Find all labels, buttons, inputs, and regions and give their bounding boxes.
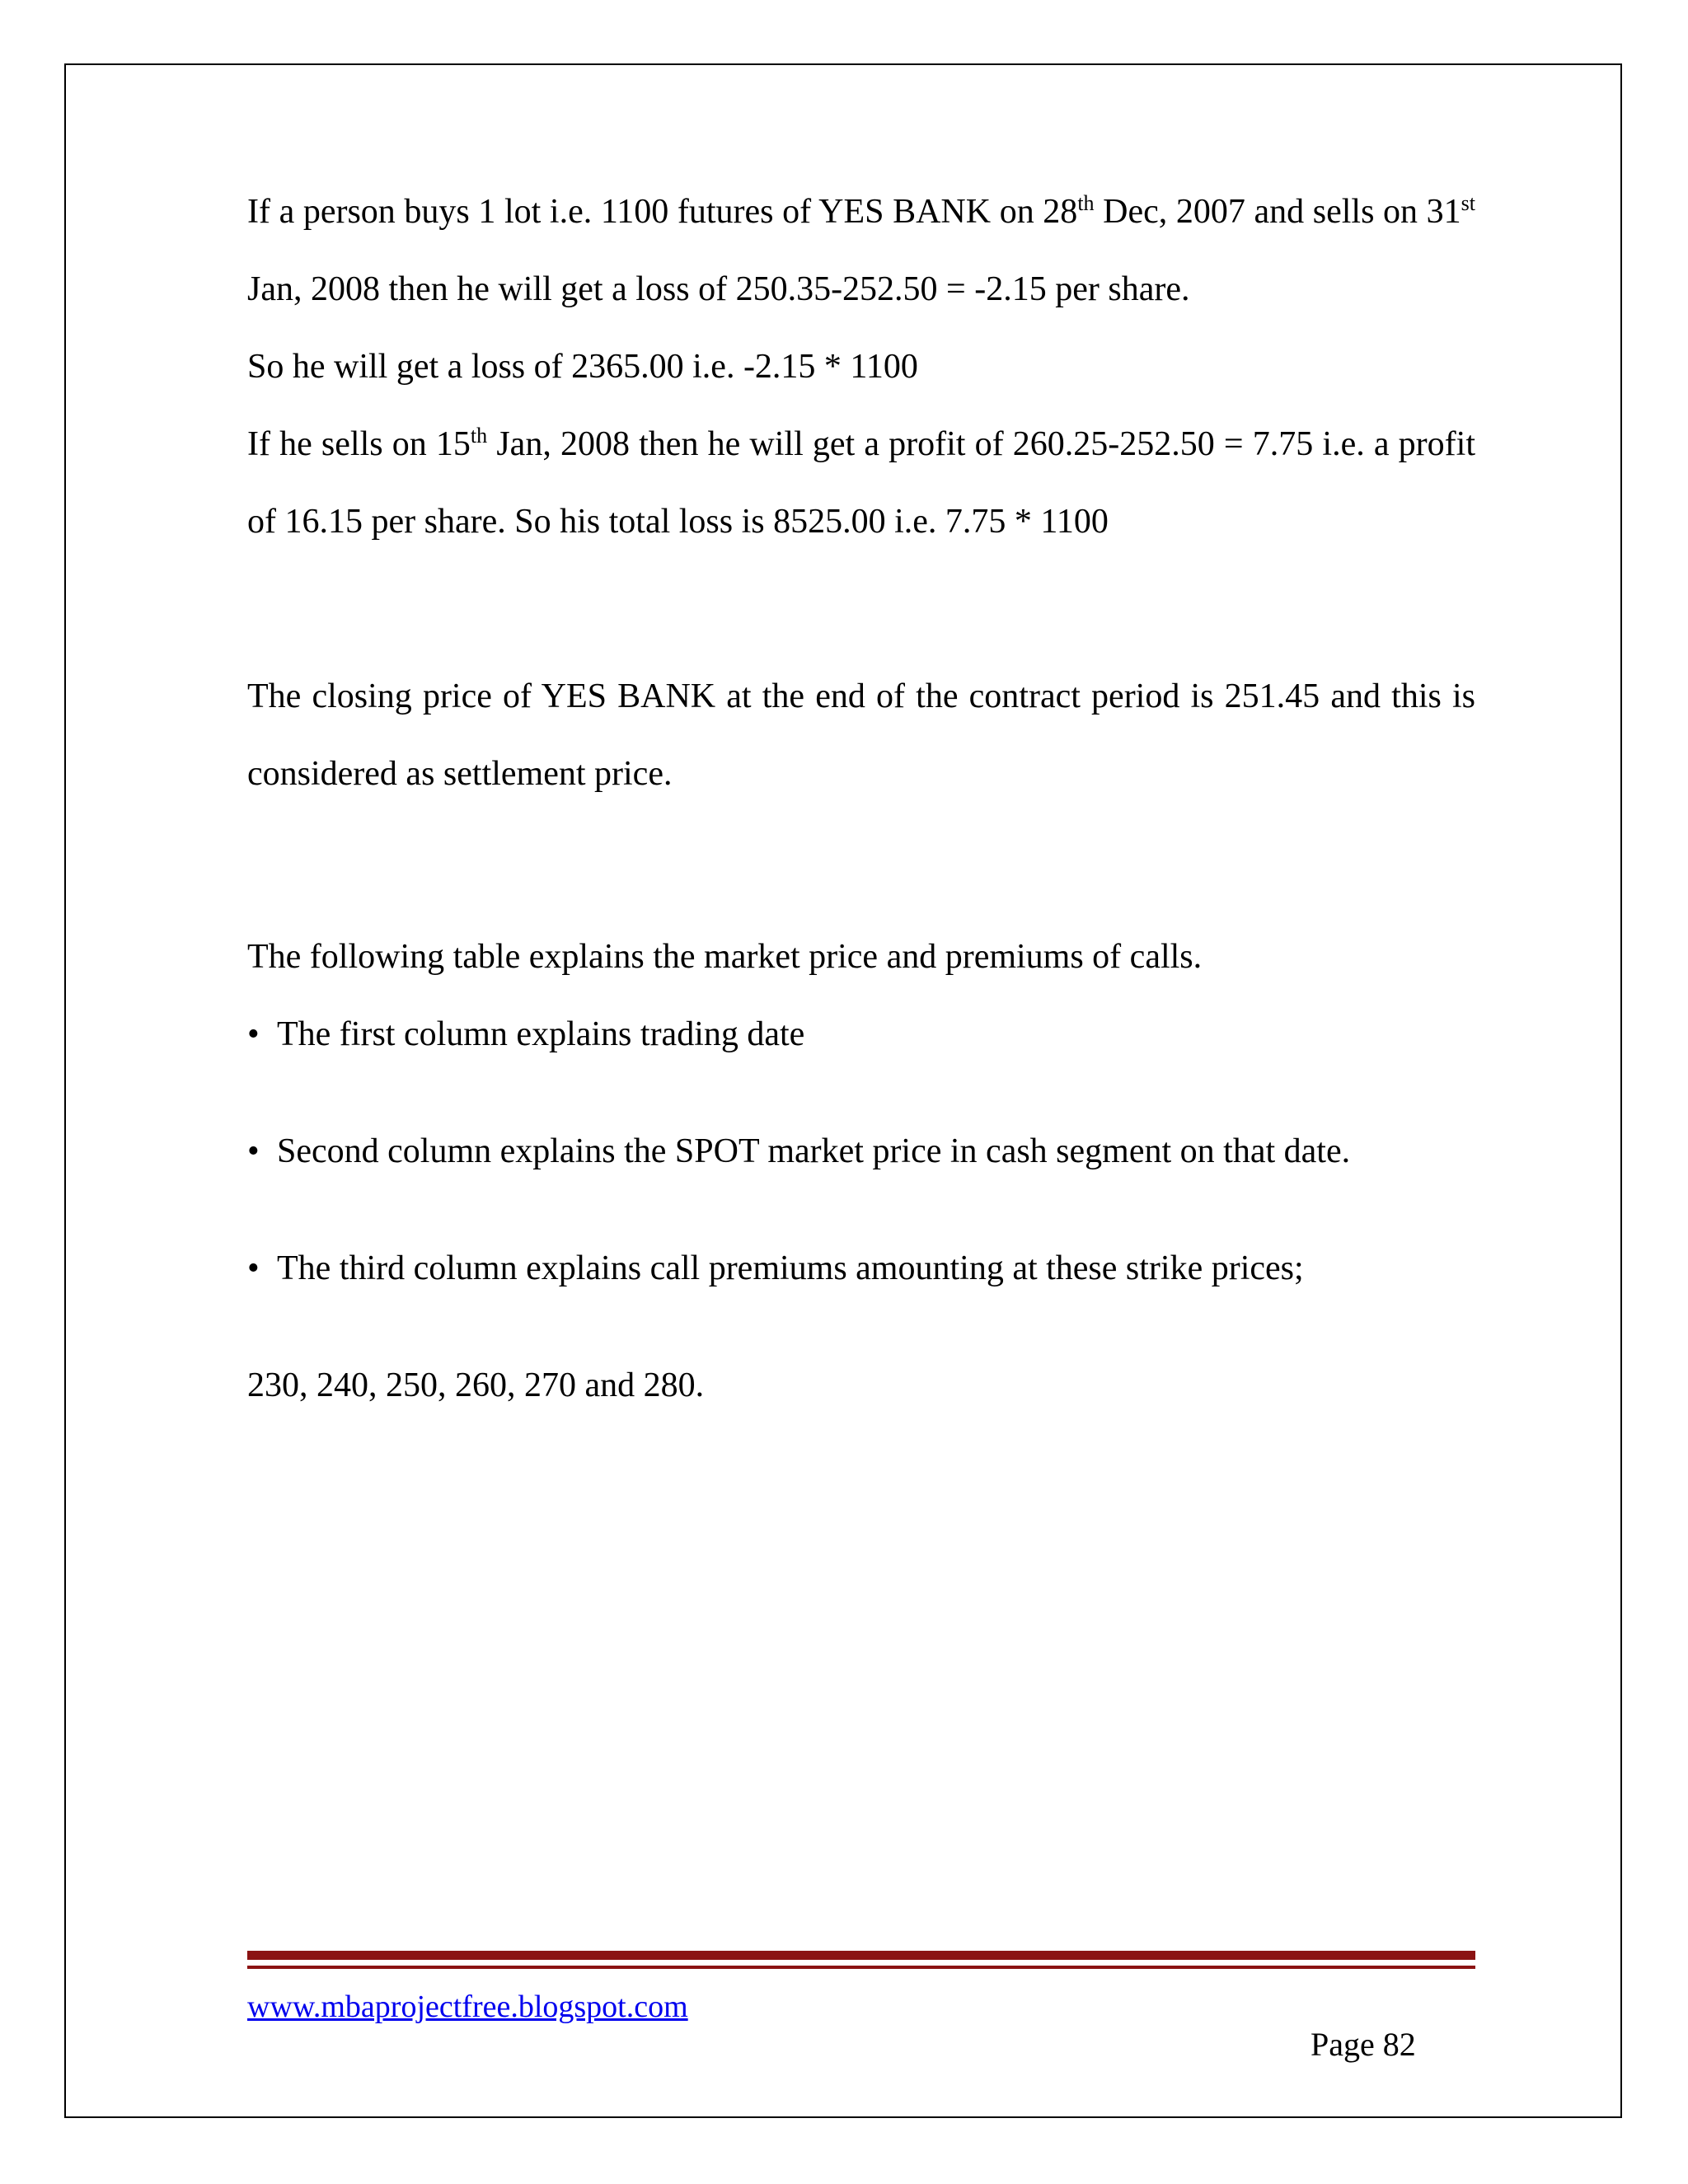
closing-price-paragraph: The closing price of YES BANK at the end of the contract period is 251.45 and this is considered as settlement price.	[247, 677, 1475, 793]
list-item	[247, 996, 1475, 1073]
total-loss-line: So he will get a loss of 2365.00 i.e. -2.15 * 1100	[247, 348, 918, 386]
futures-loss-text-part3: Jan, 2008 then he will get a loss of 250.35-252.50 = -2.15 per share.	[247, 270, 1190, 308]
ordinal-suffix-28th: th	[1077, 191, 1095, 215]
paragraph-spacer-2	[247, 813, 1475, 918]
bullet-icon: •	[247, 1132, 260, 1170]
profit-text-suffix: Jan, 2008 then he will get a profit of 260.25-252.50 = 7.75 i.e. a profit of 16.15 per share. So his total loss is 8525.00 i.e. 7.75 * 1100	[247, 425, 1475, 541]
footer-rule-thick	[247, 1951, 1475, 1960]
list-item	[247, 1230, 1475, 1307]
futures-loss-paragraph	[247, 173, 1475, 328]
ordinal-suffix-31st: st	[1461, 191, 1475, 215]
profit-text-prefix: If he sells on 15	[247, 425, 471, 463]
list-item-label: The first column explains trading date	[277, 1015, 805, 1053]
document-body	[247, 173, 1475, 1424]
column-description-list	[247, 996, 1475, 1307]
paragraph-spacer-1	[247, 560, 1475, 658]
profit-paragraph	[247, 405, 1475, 560]
footer-url-link[interactable]: www.mbaprojectfree.blogspot.com	[247, 1990, 688, 2024]
list-item	[247, 1113, 1475, 1190]
footer-rule-gap	[247, 1960, 1475, 1966]
list-item-label: Second column explains the SPOT market price in cash segment on that date.	[277, 1132, 1351, 1170]
bullet-icon: •	[247, 1249, 260, 1287]
page-footer	[247, 1951, 1475, 2063]
page-number-label: Page 82	[1311, 2026, 1416, 2063]
futures-loss-text-part2: Dec, 2007 and sells on 31	[1094, 193, 1461, 231]
bullet-icon: •	[247, 1015, 260, 1053]
futures-loss-text-part1: If a person buys 1 lot i.e. 1100 futures of YES BANK on 28	[247, 193, 1078, 231]
list-item-label: The third column explains call premiums amounting at these strike prices;	[277, 1249, 1304, 1287]
strike-prices-line: 230, 240, 250, 260, 270 and 280.	[247, 1366, 705, 1404]
table-intro-paragraph: The following table explains the market price and premiums of calls.	[247, 938, 1203, 976]
ordinal-suffix-15th: th	[470, 424, 488, 448]
footer-rule-thin	[247, 1966, 1475, 1969]
